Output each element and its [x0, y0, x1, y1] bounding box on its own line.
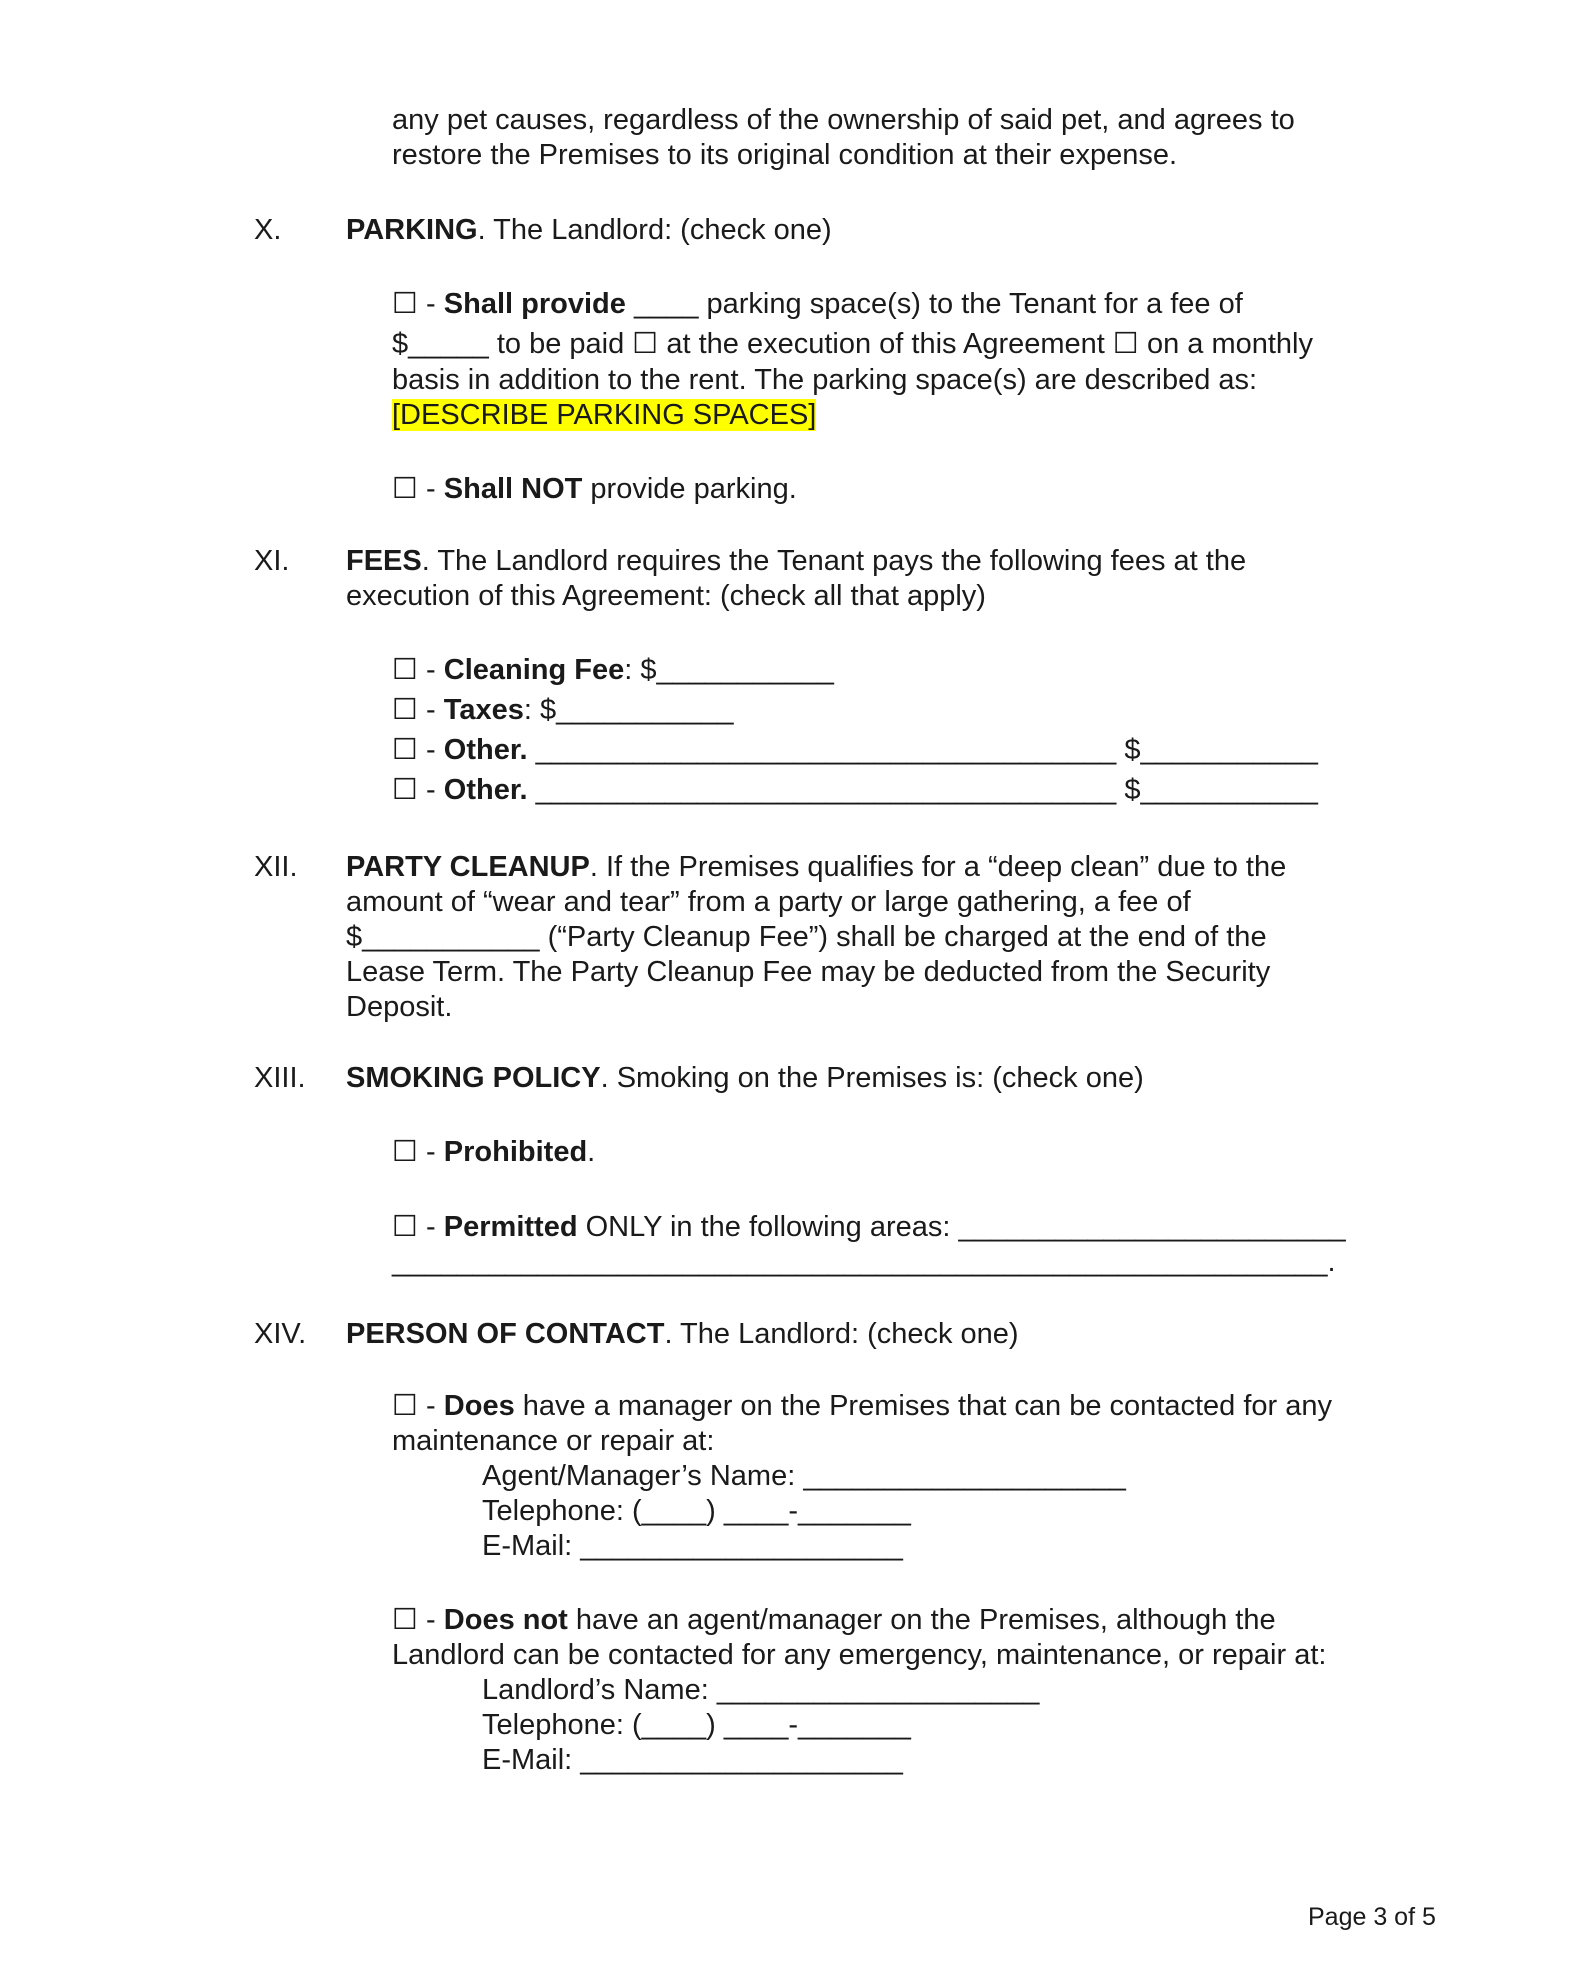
section-number-parking: X.	[254, 214, 282, 246]
checkbox-cleaning-fee[interactable]: ☐ -	[392, 654, 444, 686]
contact-does-line-2: maintenance or repair at:	[392, 1425, 715, 1457]
party-line-2: amount of “wear and tear” from a party or large gathering, a fee of	[346, 886, 1191, 918]
fee-item-other-2: ☐ - Other. ____________________________________ $___________	[392, 774, 1318, 806]
fee-item-other-1: ☐ - Other. ____________________________________ $___________	[392, 734, 1318, 766]
contact-does-not-line-2: Landlord can be contacted for any emergency, maintenance, or repair at:	[392, 1639, 1327, 1671]
section-title-smoking: SMOKING POLICY	[346, 1062, 601, 1094]
section-number-smoking: XIII.	[254, 1062, 306, 1094]
highlighted-placeholder: [DESCRIBE PARKING SPACES]	[392, 399, 817, 431]
agent-manager-name-field: Agent/Manager’s Name: ____________________	[482, 1460, 1126, 1492]
parking-option-not: ☐ - Shall NOT provide parking.	[392, 473, 797, 505]
checkbox-contact-does[interactable]: ☐ -	[392, 1390, 444, 1422]
section-title-parking: PARKING	[346, 214, 478, 246]
party-line-5: Deposit.	[346, 991, 453, 1023]
section-title-fees: FEES	[346, 545, 422, 577]
checkbox-contact-does-not[interactable]: ☐ -	[392, 1604, 444, 1636]
agent-email-field: E-Mail: ____________________	[482, 1530, 903, 1562]
party-line-4: Lease Term. The Party Cleanup Fee may be deducted from the Security	[346, 956, 1271, 988]
parking-fee-line: $_____ to be paid ☐ at the execution of this Agreement ☐ on a monthly	[392, 328, 1314, 360]
checkbox-parking-provide[interactable]: ☐ -	[392, 288, 444, 320]
checkbox-other-1[interactable]: ☐ -	[392, 734, 444, 766]
checkbox-parking-not[interactable]: ☐ -	[392, 473, 444, 505]
checkbox-smoking-prohibited[interactable]: ☐ -	[392, 1136, 444, 1168]
checkbox-other-2[interactable]: ☐ -	[392, 774, 444, 806]
section-number-party: XII.	[254, 851, 298, 883]
parking-placeholder	[392, 398, 816, 433]
checkbox-parking-monthly[interactable]: ☐ on a monthly	[1112, 328, 1314, 360]
section-title-contact: PERSON OF CONTACT	[346, 1318, 665, 1350]
intro-line-1: any pet causes, regardless of the ownership of said pet, and agrees to	[392, 104, 1295, 136]
section-heading-parking: PARKING. The Landlord: (check one)	[346, 214, 832, 246]
landlord-name-field: Landlord’s Name: ____________________	[482, 1674, 1040, 1706]
fees-lead-line-2: execution of this Agreement: (check all that apply)	[346, 580, 986, 612]
section-heading-party: PARTY CLEANUP. If the Premises qualifies for a “deep clean” due to the	[346, 851, 1287, 883]
agent-telephone-field: Telephone: (____) ____-_______	[482, 1495, 911, 1527]
smoking-areas-line: __________________________________________________________.	[392, 1246, 1336, 1278]
section-title-party: PARTY CLEANUP	[346, 851, 590, 883]
landlord-telephone-field: Telephone: (____) ____-_______	[482, 1709, 911, 1741]
smoking-option-prohibited: ☐ - Prohibited.	[392, 1136, 596, 1168]
checkbox-taxes[interactable]: ☐ -	[392, 694, 444, 726]
landlord-email-field: E-Mail: ____________________	[482, 1744, 903, 1776]
page-number: Page 3 of 5	[1308, 1903, 1436, 1931]
checkbox-smoking-permitted[interactable]: ☐ -	[392, 1211, 444, 1243]
parking-description-line: basis in addition to the rent. The parking space(s) are described as:	[392, 364, 1258, 396]
party-line-3: $___________ (“Party Cleanup Fee”) shall be charged at the end of the	[346, 921, 1267, 953]
fee-item-cleaning: ☐ - Cleaning Fee: $___________	[392, 654, 834, 686]
section-number-fees: XI.	[254, 545, 290, 577]
contact-option-does-not: ☐ - Does not have an agent/manager on the Premises, although the	[392, 1604, 1276, 1636]
section-heading-contact: PERSON OF CONTACT. The Landlord: (check one)	[346, 1318, 1019, 1350]
contact-option-does: ☐ - Does have a manager on the Premises that can be contacted for any	[392, 1390, 1333, 1422]
fee-item-taxes: ☐ - Taxes: $___________	[392, 694, 734, 726]
section-number-contact: XIV.	[254, 1318, 307, 1350]
intro-line-2: restore the Premises to its original condition at their expense.	[392, 139, 1178, 171]
smoking-option-permitted: ☐ - Permitted ONLY in the following areas: ________________________	[392, 1211, 1346, 1243]
section-heading-fees: FEES. The Landlord requires the Tenant pays the following fees at the	[346, 545, 1247, 577]
parking-option-provide: ☐ - Shall provide ____ parking space(s) to the Tenant for a fee of	[392, 288, 1243, 320]
section-heading-smoking: SMOKING POLICY. Smoking on the Premises is: (check one)	[346, 1062, 1144, 1094]
checkbox-parking-at-execution[interactable]: ☐ at the execution of this Agreement	[632, 328, 1113, 360]
